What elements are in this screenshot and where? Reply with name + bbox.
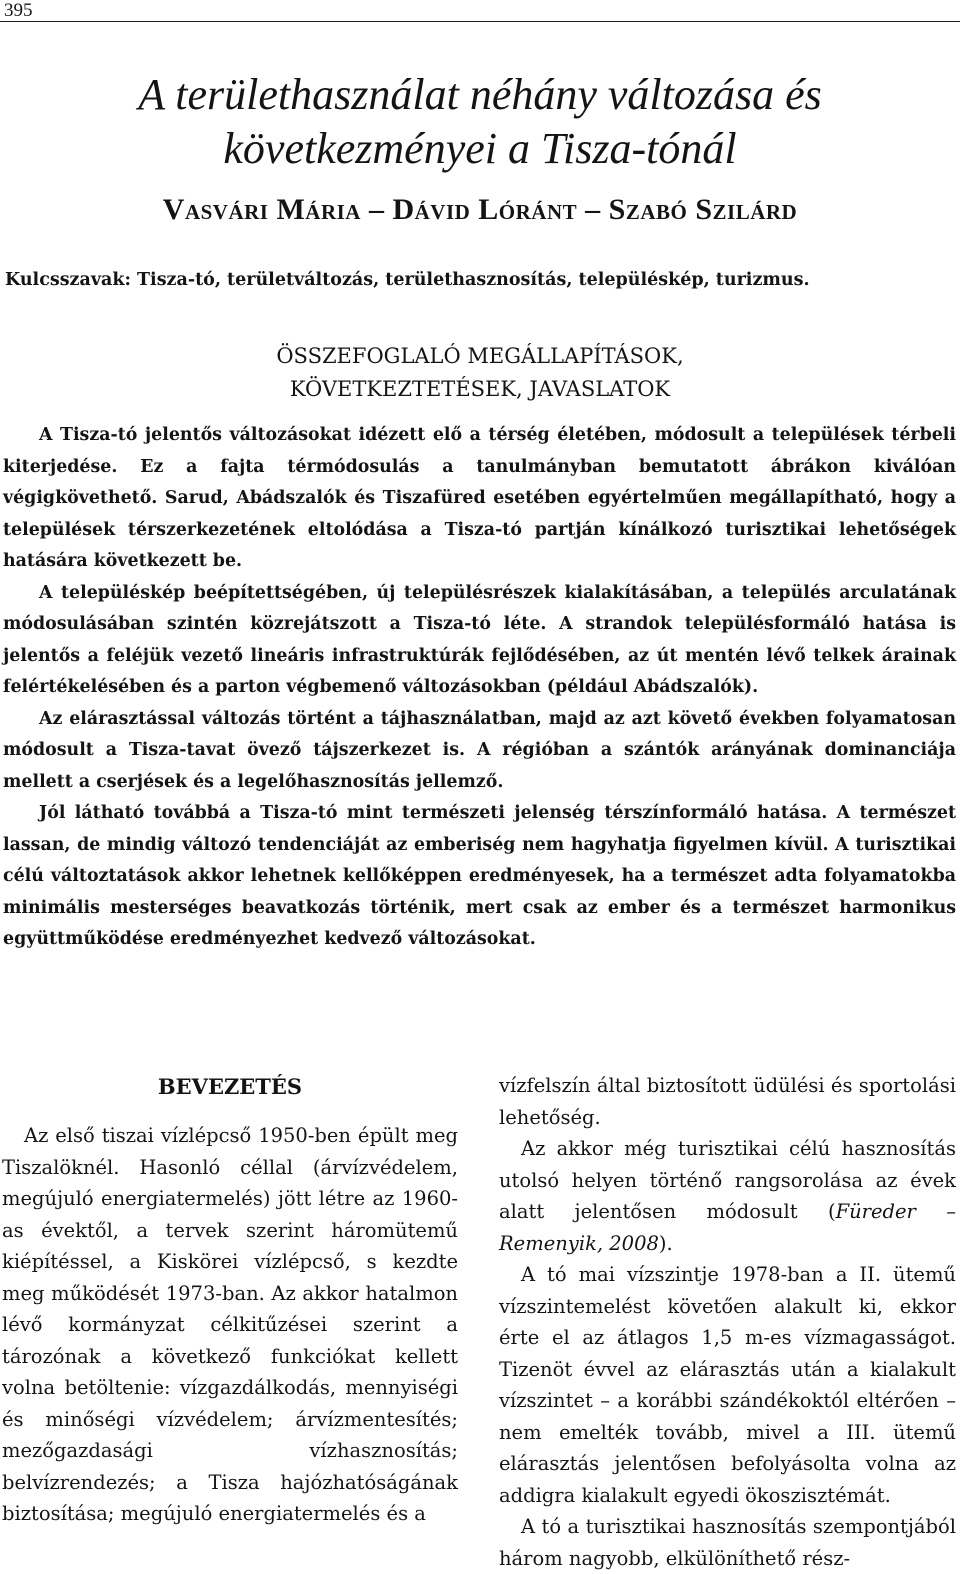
title-line-1: A területhasználat néhány változása és [138, 70, 822, 119]
section-heading-introduction: BEVEZETÉS [157, 1074, 303, 1099]
summary-text [3, 420, 956, 956]
authors: Vasvári Mária – Dávid Lóránt – Szabó Szilárd [162, 193, 798, 226]
page-number: 395 [4, 0, 33, 21]
header-rule [0, 21, 960, 22]
left-column [2, 1070, 458, 1530]
body-paragraph: A tó a turisztikai hasznosítás szempontjából három nagyobb, elkülöníthető rész- [499, 1515, 956, 1570]
summary-heading-line-2: KÖVETKEZTETÉSEK, JAVASLATOK [289, 377, 671, 401]
summary-paragraph: Az elárasztással változás történt a tájhasználatban, majd az azt követő években folyamatosan módosult a Tisza-tavat övező tájszerkezet is. A régióban a szántók arányának dominanciája mellett a cserjések és a legelőhasznosítás jellemző. [3, 708, 956, 792]
summary-paragraph: A településkép beépítettségében, új településrészek kialakításában, a település arculatának módosulásában szintén közrejátszott a Tisza-tó léte. A strandok településformáló hatása is jelentős a feléjük vezető lineáris infrastruktúrák fejlődésében, az út mentén lévő telkek árainak felértékelésében és a parton végbemenő változásokban (például Abádszalók). [3, 582, 956, 697]
paragraph-text: Az akkor még turisztikai célú hasznosítás utolsó helyen történő rangsorolása az évek alatt jelentősen módosult ( [499, 1137, 956, 1223]
keywords: Kulcsszavak: Tisza-tó, területváltozás, területhasznosítás, településkép, turizmus. [5, 270, 810, 290]
summary-paragraph: A Tisza-tó jelentős változásokat idézett elő a térség életében, módosult a települések térbeli kiterjedése. Ez a fajta térmódosulás a tanulmányban bemutatott ábrákon kiválóan végigkövethető. Sarud, Abádszalók és Tiszafüred esetében egyértelműen megállapítható, hogy a települések térszerkezetének eltolódása a Tisza-tó partján kínálkozó turisztikai lehetőségek hatására következett be. [3, 425, 956, 571]
body-paragraph [499, 1133, 956, 1259]
paragraph-text-end: ). [658, 1231, 673, 1255]
body-paragraph-continuation: vízfelszín által biztosított üdülési és sportolási lehetőség. [499, 1074, 956, 1129]
right-column [499, 1070, 956, 1574]
body-paragraph: Az első tiszai vízlépcső 1950-ben épült meg Tiszalöknél. Hasonló céllal (árvízvédelem, megújuló energiatermelés) jött létre az 1960-as évektől, a tervek szerint háromütemű kiépítéssel, a Kiskörei vízlépcső, s kezdte meg működését 1973-ban. Az akkor hatalmon lévő kormányzat célkitűzései szerint a tározónak a következő funkciókat kellett volna betöltenie: vízgazdálkodás, mennyiségi és minőségi vízvédelem; árvízmentesítés; mezőgazdasági vízhasznosítás; belvízrendezés; a Tisza hajózhatóságának biztosítása; megújuló energiatermelés és a [2, 1124, 458, 1525]
citation: Füreder – Remenyik, 2008 [499, 1200, 956, 1255]
body-paragraph: A tó mai vízszintje 1978-ban a II. ütemű vízszintemelést követően alakult ki, ekkor érte el az átlagos 1,5 m-es vízmagasságot. Tizenöt évvel az elárasztás után a kialakult vízszintet – a korábbi szándékoktól eltérően – nem emelték tovább, mivel a III. ütemű elárasztás jelentősen befolyásolta volna az addigra kialakult egyedi ökoszisztémát. [499, 1263, 956, 1507]
summary-paragraph: Jól látható továbbá a Tisza-tó mint természeti jelenség térszínformáló hatása. A természet lassan, de mindig változó tendenciáját az emberiség nem hagyhatja figyelmen kívül. A turisztikai célú változtatások akkor lehetnek kellőképpen eredményesek, ha a természet adta folyamatokba minimális mesterséges beavatkozás történik, mert csak az ember és a természet harmonikus együttműködése eredményezhet kedvező változásokat. [3, 803, 956, 949]
summary-heading-line-1: ÖSSZEFOGLALÓ MEGÁLLAPÍTÁSOK, [276, 344, 684, 368]
article-title [0, 68, 960, 176]
title-line-2: következményei a Tisza-tónál [223, 124, 737, 173]
summary-heading [0, 340, 960, 406]
